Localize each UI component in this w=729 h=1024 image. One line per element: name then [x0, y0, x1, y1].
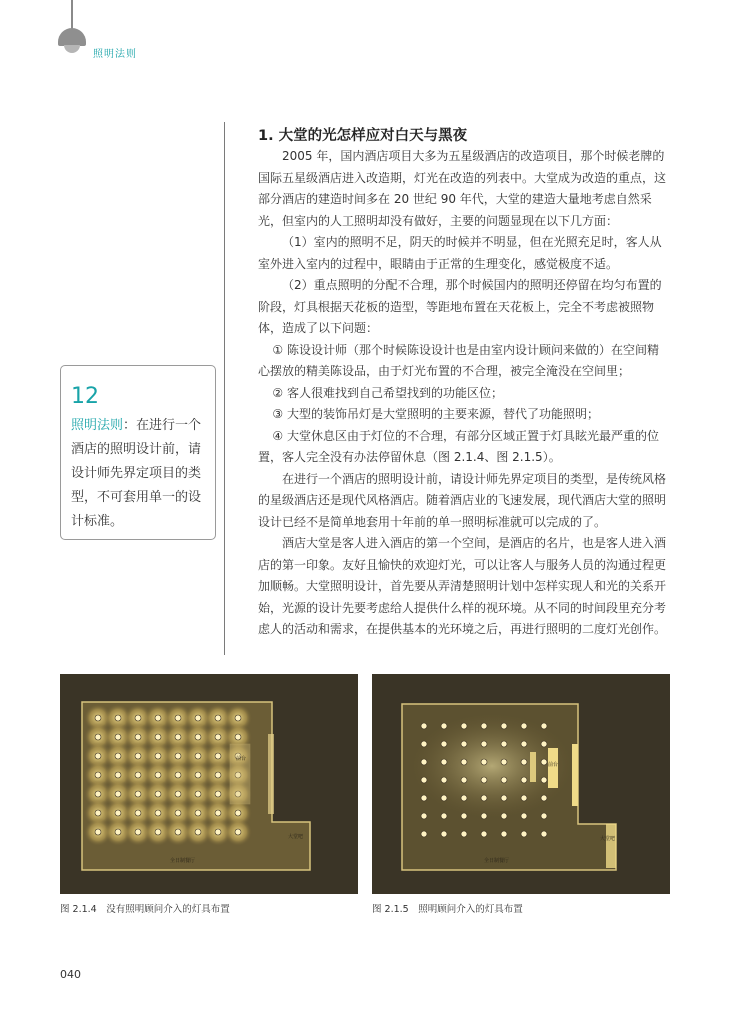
- rule-body: ：在进行一个酒店的照明设计前，请设计师先界定项目的类型，不可套用单一的设计标准。: [71, 418, 202, 529]
- list-item: ③ 大型的装饰吊灯是大堂照明的主要来源，替代了功能照明；: [272, 407, 599, 421]
- table-symbol: [135, 829, 141, 835]
- table-symbol: [461, 759, 467, 765]
- table-symbol: [215, 810, 221, 816]
- table-symbol: [155, 772, 161, 778]
- plan-label-restaurant: 全日制餐厅: [484, 858, 510, 864]
- table-symbol: [461, 813, 467, 819]
- table-symbol: [521, 741, 527, 747]
- figure-caption: 图 2.1.5 照明顾问介入的灯具布置: [372, 904, 523, 915]
- table-symbol: [421, 723, 427, 729]
- rule-number: 12: [71, 384, 99, 409]
- table-symbol: [175, 810, 181, 816]
- table-symbol: [421, 831, 427, 837]
- rule-label: 照明法则: [71, 418, 124, 433]
- table-symbol: [115, 715, 121, 721]
- table-symbol: [481, 723, 487, 729]
- table-symbol: [481, 795, 487, 801]
- table-symbol: [421, 813, 427, 819]
- table-symbol: [155, 829, 161, 835]
- table-symbol: [501, 759, 507, 765]
- table-symbol: [235, 810, 241, 816]
- table-symbol: [441, 795, 447, 801]
- table-symbol: [175, 791, 181, 797]
- table-symbol: [521, 723, 527, 729]
- table-symbol: [115, 734, 121, 740]
- table-symbol: [155, 791, 161, 797]
- table-symbol: [135, 791, 141, 797]
- table-symbol: [215, 829, 221, 835]
- table-symbol: [481, 741, 487, 747]
- plan-label-restaurant: 全日制餐厅: [170, 858, 196, 864]
- table-symbol: [501, 813, 507, 819]
- table-symbol: [135, 772, 141, 778]
- table-symbol: [115, 829, 121, 835]
- paragraph: 2005 年，国内酒店项目大多为五星级酒店的改造项目，那个时候老牌的国际五星级酒店进入改造期，灯光在改造的列表中。大堂成为改造的重点，这部分酒店的建造时间多在 20 世纪 90 年代，大堂的建造大量地考虑自然采光，但室内的人工照明却没有做好，主要的问题显现在以下几方面：: [258, 149, 667, 228]
- table-symbol: [155, 734, 161, 740]
- table-symbol: [195, 715, 201, 721]
- table-symbol: [541, 759, 547, 765]
- table-symbol: [175, 715, 181, 721]
- table-symbol: [195, 791, 201, 797]
- plan-label-front-desk: 前台: [548, 762, 559, 768]
- table-symbol: [521, 759, 527, 765]
- table-symbol: [501, 831, 507, 837]
- table-symbol: [235, 734, 241, 740]
- table-symbol: [521, 777, 527, 783]
- table-symbol: [481, 831, 487, 837]
- table-symbol: [481, 759, 487, 765]
- table-symbol: [215, 791, 221, 797]
- table-symbol: [541, 813, 547, 819]
- table-symbol: [235, 829, 241, 835]
- rule-sidebar: [60, 365, 216, 540]
- list-item: ④ 大堂休息区由于灯位的不合理，有部分区域正置于灯具眩光最严重的位置，客人完全没有办法停留休息（图 2.1.4、图 2.1.5）。: [258, 428, 659, 464]
- list-item: ① 陈设设计师（那个时候陈设设计也是由室内设计顾问来做的）在空间精心摆放的精美陈设品，由于灯光布置的不合理，被完全淹没在空间里；: [258, 342, 659, 378]
- column-divider: [224, 122, 225, 655]
- running-header: 照明法则: [93, 49, 137, 60]
- table-symbol: [135, 753, 141, 759]
- table-symbol: [461, 795, 467, 801]
- table-symbol: [541, 741, 547, 747]
- table-symbol: [441, 759, 447, 765]
- table-symbol: [481, 777, 487, 783]
- table-symbol: [95, 753, 101, 759]
- table-symbol: [175, 772, 181, 778]
- table-symbol: [421, 759, 427, 765]
- floor-plan-uniform-lighting: [60, 674, 358, 894]
- table-symbol: [235, 715, 241, 721]
- rule-text: [71, 414, 205, 534]
- table-symbol: [441, 723, 447, 729]
- table-symbol: [155, 810, 161, 816]
- table-symbol: [481, 813, 487, 819]
- table-symbol: [441, 813, 447, 819]
- table-symbol: [95, 772, 101, 778]
- table-symbol: [501, 723, 507, 729]
- table-symbol: [441, 741, 447, 747]
- figure-caption: 图 2.1.4 没有照明顾问介入的灯具布置: [60, 904, 230, 915]
- paragraph: （1）室内的照明不足，阴天的时候并不明显，但在光照充足时，客人从室外进入室内的过程中，眼睛由于正常的生理变化，感觉极度不适。: [258, 235, 662, 271]
- list-item: ② 客人很难找到自己希望找到的功能区位；: [272, 385, 503, 400]
- table-symbol: [521, 831, 527, 837]
- paragraph: （2）重点照明的分配不合理，那个时候国内的照明还停留在均匀布置的阶段，灯具根据天花板的造型，等距地布置在天花板上，完全不考虑被照物体，造成了以下问题：: [258, 278, 662, 335]
- table-symbol: [95, 829, 101, 835]
- table-symbol: [215, 753, 221, 759]
- body-text: [258, 146, 670, 641]
- table-symbol: [461, 831, 467, 837]
- table-symbol: [215, 772, 221, 778]
- table-symbol: [95, 810, 101, 816]
- table-symbol: [521, 813, 527, 819]
- table-symbol: [421, 741, 427, 747]
- table-symbol: [155, 753, 161, 759]
- table-symbol: [541, 795, 547, 801]
- table-symbol: [501, 795, 507, 801]
- table-symbol: [421, 777, 427, 783]
- table-symbol: [175, 829, 181, 835]
- table-symbol: [461, 723, 467, 729]
- table-symbol: [135, 810, 141, 816]
- plan-label-front-desk: 前台: [236, 756, 247, 762]
- table-symbol: [175, 734, 181, 740]
- table-symbol: [501, 777, 507, 783]
- table-symbol: [195, 772, 201, 778]
- table-symbol: [95, 791, 101, 797]
- table-symbol: [135, 715, 141, 721]
- table-symbol: [541, 831, 547, 837]
- table-symbol: [95, 734, 101, 740]
- table-symbol: [461, 777, 467, 783]
- paragraph: 酒店大堂是客人进入酒店的第一个空间，是酒店的名片，也是客人进入酒店的第一印象。友好且愉快的欢迎灯光，可以让客人与服务人员的沟通过程更加顺畅。大堂照明设计，首先要从弄清楚照明计划中怎样实现人和光的关系开始，光源的设计先要考虑给人提供什么样的视环境。从不同的时间段里充分考虑人的活动和需求，在提供基本的光环境之后，再进行照明的二度灯光创作。: [258, 536, 667, 636]
- plan-label-lobby-bar: 大堂吧: [288, 834, 304, 840]
- table-symbol: [135, 734, 141, 740]
- table-symbol: [115, 772, 121, 778]
- table-symbol: [195, 829, 201, 835]
- table-symbol: [521, 795, 527, 801]
- table-symbol: [461, 741, 467, 747]
- table-symbol: [195, 734, 201, 740]
- paragraph: 在进行一个酒店的照明设计前，请设计师先界定项目的类型，是传统风格的星级酒店还是现代风格酒店。随着酒店业的飞速发展，现代酒店大堂的照明设计已经不是简单地套用十年前的单一照明标准就可以完成的了。: [258, 471, 667, 529]
- table-symbol: [195, 753, 201, 759]
- section-title: 1. 大堂的光怎样应对白天与黑夜: [258, 128, 468, 144]
- table-symbol: [95, 715, 101, 721]
- table-symbol: [115, 753, 121, 759]
- table-symbol: [501, 741, 507, 747]
- table-symbol: [441, 777, 447, 783]
- table-symbol: [195, 810, 201, 816]
- table-symbol: [441, 831, 447, 837]
- table-symbol: [115, 791, 121, 797]
- table-symbol: [421, 795, 427, 801]
- table-symbol: [215, 715, 221, 721]
- table-symbol: [541, 723, 547, 729]
- page-number: 040: [60, 968, 81, 981]
- table-symbol: [541, 777, 547, 783]
- table-symbol: [215, 734, 221, 740]
- table-symbol: [155, 715, 161, 721]
- floor-plan-designed-lighting: [372, 674, 670, 894]
- table-symbol: [115, 810, 121, 816]
- table-symbol: [175, 753, 181, 759]
- plan-label-lobby-bar: 大堂吧: [600, 836, 616, 842]
